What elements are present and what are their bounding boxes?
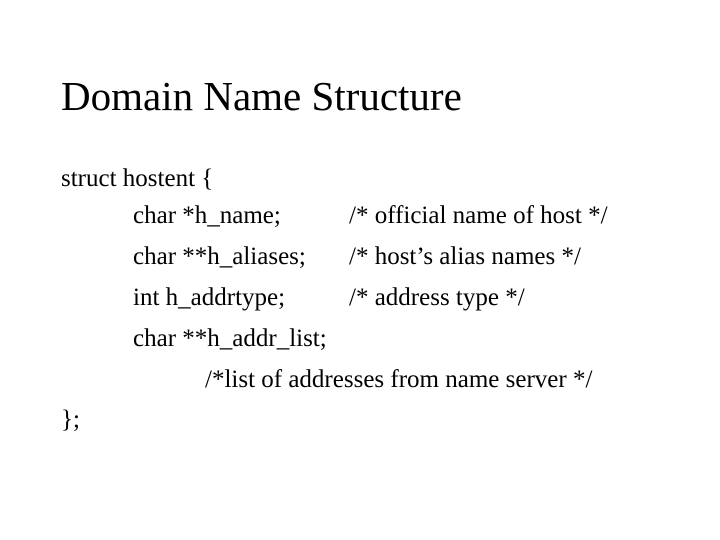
field-comment-h-addr-list: /*list of addresses from name server */ xyxy=(205,366,593,393)
struct-open-line: struct hostent { xyxy=(61,165,214,192)
field-decl-h-aliases: char **h_aliases; xyxy=(133,243,306,270)
field-decl-h-name: char *h_name; xyxy=(133,202,281,229)
struct-close-line: }; xyxy=(61,406,80,433)
field-comment-h-name: /* official name of host */ xyxy=(349,202,608,229)
slide-title: Domain Name Structure xyxy=(61,73,462,119)
field-decl-h-addr-list: char **h_addr_list; xyxy=(133,325,327,352)
field-decl-h-addrtype: int h_addrtype; xyxy=(133,284,286,311)
field-comment-h-aliases: /* host’s alias names */ xyxy=(349,243,581,270)
field-comment-h-addrtype: /* address type */ xyxy=(349,284,525,311)
